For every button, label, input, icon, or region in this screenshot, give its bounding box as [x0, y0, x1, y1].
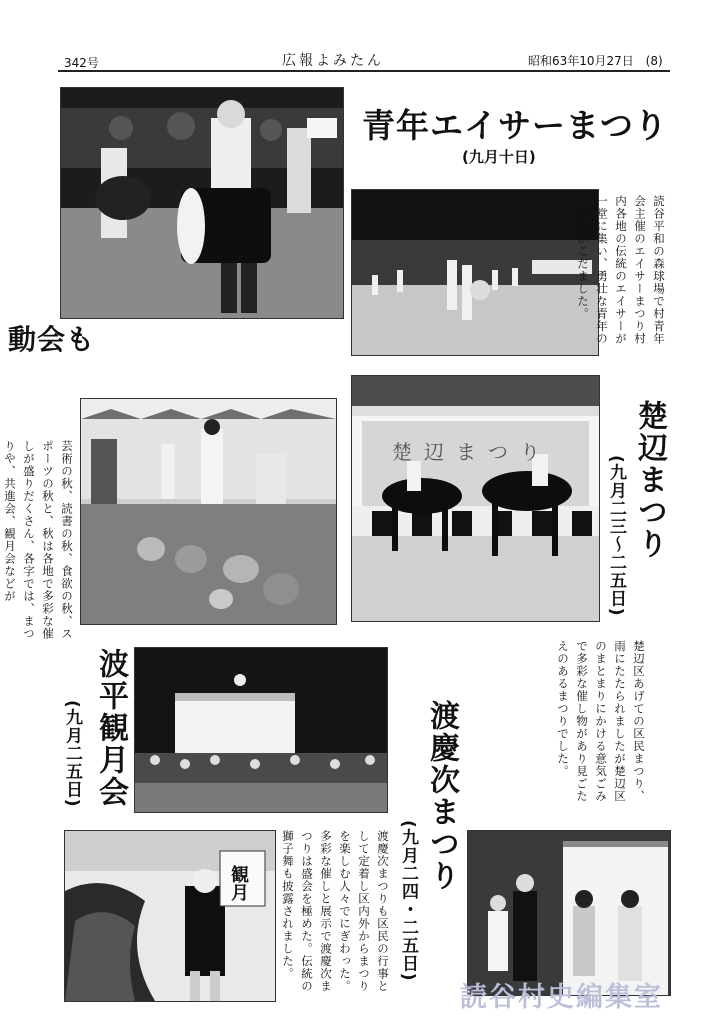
- photo-hanza-moon-viewing: [134, 647, 388, 813]
- sobe-title: 楚辺まつり: [632, 400, 667, 560]
- photo-sobe-horses: [351, 375, 600, 622]
- newsletter-title: 広報よみたん: [282, 53, 384, 69]
- hanza-date: (九月二五日): [62, 700, 82, 808]
- photo-lion-dance: [64, 830, 276, 1002]
- eisa-body: 読谷平和の森球場で村青年会主催のエイサーまつり村内各地の伝統のエイサーが一堂に集い、勇壮な青年のいぶきがこだました。: [576, 195, 666, 345]
- sobe-banner-text: 楚辺まつり: [392, 440, 552, 464]
- issue-date-text: 昭和63年10月27日: [528, 54, 634, 68]
- moon-viewing-sign: 観月: [228, 865, 249, 901]
- hanza-title: 波平観月会: [93, 648, 128, 808]
- undokai-body: 芸術の秋、読書の秋、食欲の秋、スポーツの秋と、秋は各地で多彩な催しが盛りだくさん、各字では、まつりや、共進会、観月会などが: [3, 440, 74, 640]
- sobe-body: 楚辺区あげての区民まつり、雨にたたられましたが楚辺区のまとまりにかける意気ごみで多彩な催し物があり見ごたえのあるまつりでした。: [556, 640, 646, 803]
- undokai-title-fragment: 動会も: [8, 323, 96, 356]
- page-number: (8): [645, 54, 663, 68]
- tokeshi-body: 渡慶次まつりも区民の行事として定着し区内外からまつりを楽しむ人々でにぎわった。多彩な催しと展示で渡慶次まつりは盛会を極めた。伝統の獅子舞も披露されました。: [281, 830, 390, 993]
- eisa-title: 青年エイサーまつり: [362, 106, 668, 145]
- photo-eisa-stadium: [351, 189, 599, 356]
- issue-number: 342号: [64, 56, 99, 70]
- photo-stage-performance: [467, 830, 671, 996]
- sobe-date: (九月二三〜二五日): [606, 455, 626, 617]
- eisa-date: (九月十日): [462, 148, 536, 166]
- tokeshi-title: 渡慶次まつり: [424, 700, 459, 892]
- tokeshi-date: (九月二四・二五日): [398, 820, 418, 982]
- issue-date: [528, 52, 663, 69]
- photo-eisa-drummers: [60, 87, 344, 319]
- archive-watermark: 読谷村史編集室: [460, 982, 663, 1013]
- photo-pottery-exhibit: [80, 398, 337, 625]
- header-rule: [58, 70, 670, 72]
